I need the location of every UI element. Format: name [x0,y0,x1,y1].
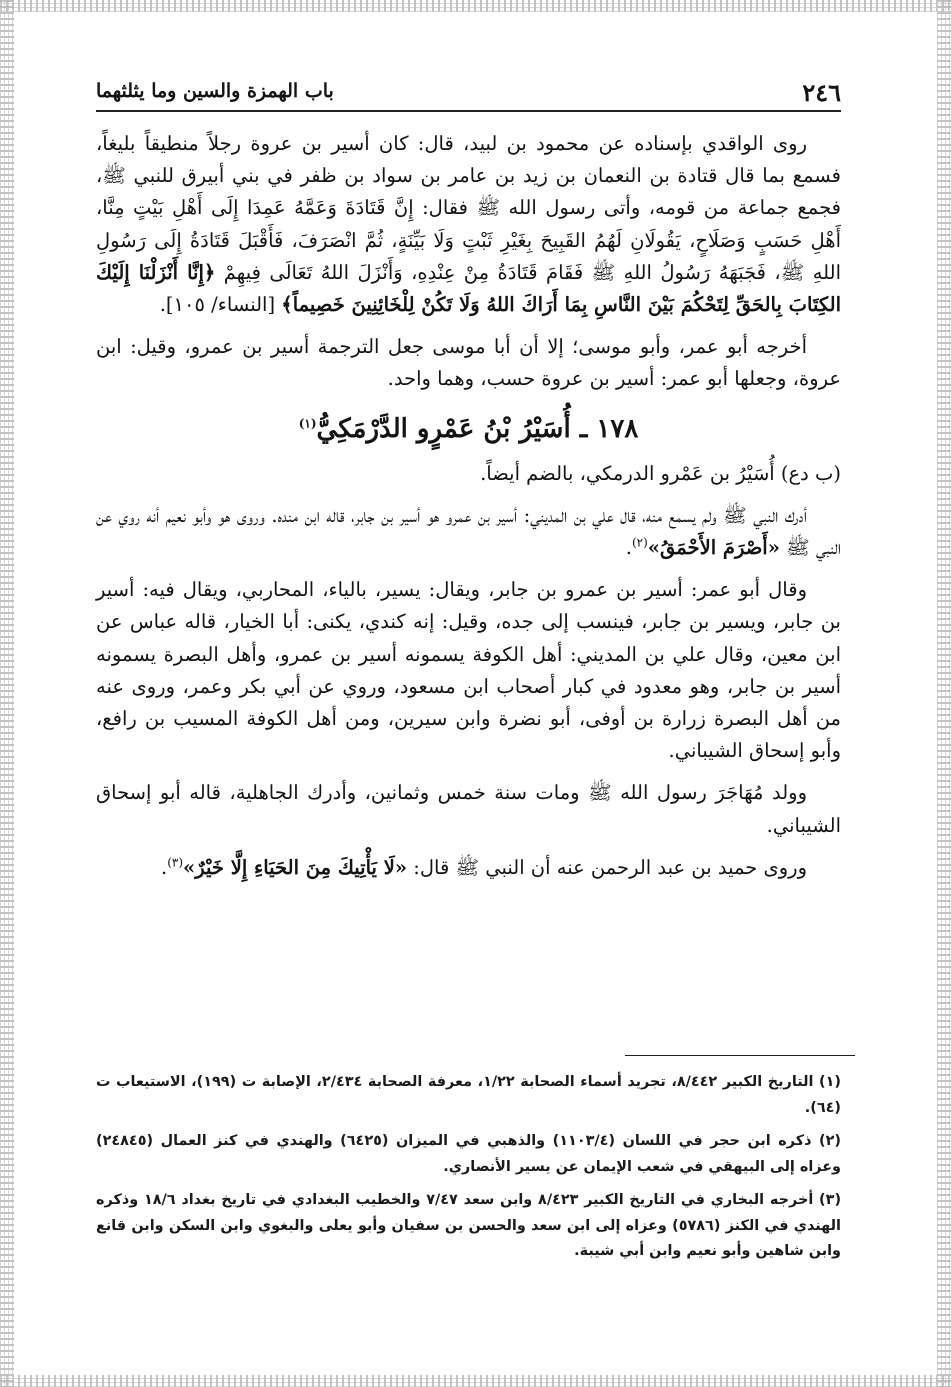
paragraph-hadith: وروى حميد بن عبد الرحمن عنه أن النبي ﷺ قال: «لَا يَأْتِيكَ مِنَ الحَيَاءِ إِلَّا خَيْرٌ»$^{(٣)}$. [161,855,807,879]
paragraph-entry-intro: (ب دع) أُسَيْرُ بن عَمْرو الدرمكي، بالضم أيضاً. [480,461,841,485]
footnote-ref-3: (٣) [167,855,184,870]
paragraph-takhrij: أخرجه أبو عمر، وأبو موسى؛ إلا أن أبا موسى جعل الترجمة أسير بن عمرو، وقيل: ابن عروة، وجعلها أبو عمر: أسير بن عروة حسب، وهما واحد. [96,335,841,391]
running-title: باب الهمزة والسين وما يثلثهما [96,80,334,102]
footnote-2: (٢) ذكره ابن حجر في اللسان (١١٠٣/٤) والذهبي في الميزان (٦٤٢٥) والهندي في كنز العمال (٢٤٨٤٥) وعزاه إلى البيهقي في شعب الإيمان عن يسير الأنصاري. [96,1133,841,1175]
entry-title: ١٧٨ ـ أُسَيْرُ بْنُ عَمْرٍو الدَّرْمَكِيُّ [316,413,639,444]
paragraph-names: وقال أبو عمر: أسير بن عمرو بن جابر، ويقال: يسير، بالياء، المحاربي، ويقال فيه: أسير بن جابر، ويسير بن جابر، فينسب إلى جده، وقيل: إنه كندي، يكنى: أبا الخيار، قاله عباس عن ابن معين، وقال علي بن المديني: أهل الكوفة يسمونه أسير بن عمرو، وأهل البصرة يسمونه أسير بن جابر، وهو معدود في كبار أصحاب ابن مسعود، وروي عن أبي بكر وعمر، وروى عنه من أهل البصرة زرارة بن أوفى، أبو نضرة وابن سيرين، ومن أهل الكوفة المسيب بن رافع، وأبو إسحاق الشيباني. [96,578,841,763]
hadith-text: «أَصْرَمَ الأَحْمَقُ» [647,536,780,560]
paragraph-biography: أدرك النبي ﷺ ولم يسمع منه، قال علي بن المديني: أسير بن عمرو هو أسير بن جابر، قاله ابن منده. وروى هو وأبو نعيم أنه روي عن النبي ﷺ «أَصْرَمَ الأَحْمَقُ»$^{(٢)}$. [96,503,841,560]
decorative-border-bottom [0,1375,951,1387]
page-header [96,78,841,112]
footnote-ref-1: (١) [298,415,317,430]
footnote-1: (١) التاريخ الكبير ٨/٤٤٢، تجريد أسماء الصحابة ١/٢٢، معرفة الصحابة ٢/٤٣٤، الإصابة ت (١٩٩)، الاستيعاب ت (٦٤). [96,1074,841,1116]
footnote-separator [625,1055,855,1056]
entry-heading [96,412,841,446]
paragraph-birth: وولد مُهَاجَرَ رسول الله ﷺ ومات سنة خمس وثمانين، وأدرك الجاهلية، قاله أبو إسحاق الشيباني. [96,781,841,837]
decorative-border-left [0,0,14,1387]
main-text [96,128,841,894]
hadith-text: «لَا يَأْتِيكَ مِنَ الحَيَاءِ إِلَّا خَيْرٌ» [183,855,408,879]
decorative-border-top [0,0,951,12]
page-number: ٢٤٦ [802,78,841,107]
footnotes [96,1070,841,1273]
decorative-border-right [937,0,951,1387]
footnote-3: (٣) أخرجه البخاري في التاريخ الكبير ٨/٤٢٣ وابن سعد ٧/٤٧ والخطيب البغدادي في تاريخ بغداد ١٨/٦ وذكره الهندي في الكنز (٥٧٨٦) وعزاه إلى ابن سعد والحسن بن سفيان وأبو يعلى والبغوي وابن السكن وابن قانع وابن شاهين وأبو نعيم وابن أبي شيبة. [96,1192,842,1259]
quran-verse: ﴿إِنَّا أَنْزَلْنَا إِلَيْكَ الكِتَابَ بِالحَقِّ لِتَحْكُمَ بَيْنَ النَّاسِ بِمَا أَرَاكَ اللهُ وَلَا تَكُنْ لِلْخَائِنِينَ خَصِيماً﴾ [96,260,841,317]
footnote-ref-2: (٢) [631,535,648,550]
paragraph-narration: روى الواقدي بإسناده عن محمود بن لبيد، قال: كان أسير بن عروة رجلاً منطيقاً بليغاً، فسمع بما قال قتادة بن النعمان بن زيد بن عامر بن سواد بن ظفر في بني أبيرق للنبي ﷺ، فجمع جماعة من قومه، وأتى رسول الله ﷺ فقال: إِنَّ قَتَادَةَ وَعَمَّهُ عَمِدَا إِلَى أَهْلِ بَيْتٍ مِنَّا، أَهْلِ حَسَبٍ وَصَلَاحٍ، يَقُولَانِ لَهُمُ القَبِيحَ بِغَيْرِ ثَبْتٍ وَلَا بَيِّنَةٍ، ثُمَّ انْصَرَفَ، فَأَقْبَلَ قَتَادَةُ إِلَى رَسُولِ اللهِ ﷺ، فَجَبَهَهُ رَسُولُ اللهِ ﷺ فَقَامَ قَتَادَةُ مِنْ عِنْدِهِ، وَأَنْزَلَ اللهُ تَعَالَى فِيهِمْ ﴿إِنَّا أَنْزَلْنَا إِلَيْكَ الكِتَابَ بِالحَقِّ لِتَحْكُمَ بَيْنَ النَّاسِ بِمَا أَرَاكَ اللهُ وَلَا تَكُنْ لِلْخَائِنِينَ خَصِيماً﴾ [النساء/ ١٠٥]. [96,132,841,317]
